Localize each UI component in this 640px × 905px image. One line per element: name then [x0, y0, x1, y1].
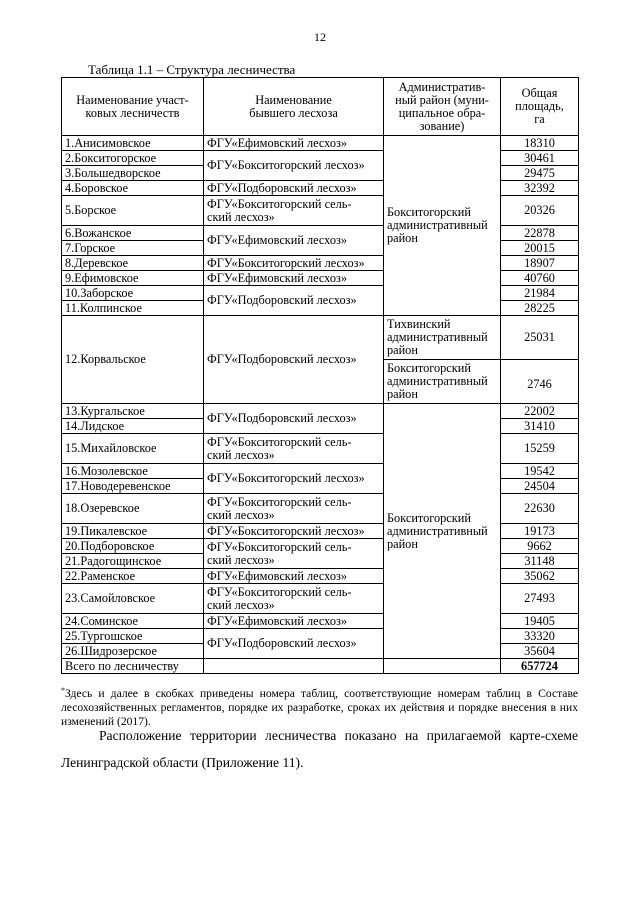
location-paragraph-line-1: Расположение территории лесничества показано на прилагаемой карте-схеме [99, 728, 578, 743]
leskhoz-name: ФГУ«Ефимовский лесхоз» [204, 271, 384, 286]
area-name: 26.Шидрозерское [62, 644, 204, 659]
total-row [62, 659, 579, 674]
area-name: 4.Боровское [62, 181, 204, 196]
area-value: 24504 [501, 479, 579, 494]
footnote-text: Здесь и далее в скобках приведены номера таблиц, соответствующие номерам таблиц в Составе лесохозяйственных регламентов, порядке их разработке, сроках их действия и порядке внесения в них изменений (2017). [61, 687, 578, 728]
area-value: 19405 [501, 614, 579, 629]
header-leskhoz: Наименование бывшего лесхоза [204, 78, 384, 136]
table-row [62, 524, 579, 539]
area-value: 31148 [501, 554, 579, 569]
leskhoz-name: ФГУ«Бокситогорский сель- ский лесхоз» [204, 196, 384, 226]
table-row [62, 151, 579, 166]
total-label: Всего по лесничеству [62, 659, 204, 674]
table-row [62, 196, 579, 226]
table-row [62, 271, 579, 286]
area-name: 15.Михайловское [62, 434, 204, 464]
total-value: 657724 [501, 659, 579, 674]
district-cell: Бокситогорский административный район [384, 360, 501, 404]
area-name: 25.Тургошское [62, 629, 204, 644]
area-value: 21984 [501, 286, 579, 301]
district-cell: Бокситогорский административный район [384, 136, 501, 316]
table-row [62, 404, 579, 419]
area-name: 19.Пикалевское [62, 524, 204, 539]
leskhoz-name: ФГУ«Бокситогорский сель- ский лесхоз» [204, 584, 384, 614]
leskhoz-name: ФГУ«Бокситогорский сель- ский лесхоз» [204, 494, 384, 524]
leskhoz-name: ФГУ«Ефимовский лесхоз» [204, 136, 384, 151]
table-footnote [61, 687, 578, 729]
leskhoz-name: ФГУ«Подборовский лесхоз» [204, 286, 384, 316]
table-row [62, 584, 579, 614]
area-value: 29475 [501, 166, 579, 181]
area-name: 9.Ефимовское [62, 271, 204, 286]
area-value: 31410 [501, 419, 579, 434]
footnote-marker: * [61, 686, 65, 695]
header-total-area: Общая площадь, га [501, 78, 579, 136]
table-caption: Таблица 1.1 – Структура лесничества [88, 62, 296, 77]
area-value: 9662 [501, 539, 579, 554]
area-name: 17.Новодеревенское [62, 479, 204, 494]
table-row [62, 614, 579, 629]
total-empty-cell [384, 659, 501, 674]
area-name: 10.Заборское [62, 286, 204, 301]
area-value: 35062 [501, 569, 579, 584]
area-value: 25031 [501, 316, 579, 360]
area-name: 16.Мозолевское [62, 464, 204, 479]
area-name: 8.Деревское [62, 256, 204, 271]
area-name: 2.Бокситогорское [62, 151, 204, 166]
table-row [62, 256, 579, 271]
leskhoz-name: ФГУ«Бокситогорский сель- ский лесхоз» [204, 434, 384, 464]
table-row [62, 434, 579, 464]
leskhoz-name: ФГУ«Ефимовский лесхоз» [204, 614, 384, 629]
district-cell: Бокситогорский административный район [384, 404, 501, 659]
area-name: 20.Подборовское [62, 539, 204, 554]
total-empty-cell [204, 659, 384, 674]
table-row [62, 464, 579, 479]
area-name: 22.Раменское [62, 569, 204, 584]
area-value: 18907 [501, 256, 579, 271]
area-value: 22878 [501, 226, 579, 241]
forestry-structure-table [61, 77, 579, 674]
area-name: 18.Озеревское [62, 494, 204, 524]
area-name: 11.Колпинское [62, 301, 204, 316]
area-name: 6.Вожанское [62, 226, 204, 241]
area-name: 1.Анисимовское [62, 136, 204, 151]
area-value: 20015 [501, 241, 579, 256]
header-area-name: Наименование участ- ковых лесничеств [62, 78, 204, 136]
table-row [62, 539, 579, 554]
table-row [62, 286, 579, 301]
area-name: 12.Корвальское [62, 316, 204, 404]
leskhoz-name: ФГУ«Подборовский лесхоз» [204, 316, 384, 404]
table-header-row [62, 78, 579, 136]
area-value: 32392 [501, 181, 579, 196]
area-value: 35604 [501, 644, 579, 659]
leskhoz-name: ФГУ«Бокситогорский лесхоз» [204, 524, 384, 539]
area-value: 28225 [501, 301, 579, 316]
area-value: 40760 [501, 271, 579, 286]
leskhoz-name: ФГУ«Ефимовский лесхоз» [204, 569, 384, 584]
area-name: 21.Радогощинское [62, 554, 204, 569]
area-name: 7.Горское [62, 241, 204, 256]
area-value: 19542 [501, 464, 579, 479]
table-row [62, 316, 579, 360]
header-district: Административ- ный район (муни- ципальное обра- зование) [384, 78, 501, 136]
area-value: 22002 [501, 404, 579, 419]
area-name: 24.Соминское [62, 614, 204, 629]
area-name: 5.Борское [62, 196, 204, 226]
table-row [62, 569, 579, 584]
area-value: 15259 [501, 434, 579, 464]
area-value: 2746 [501, 360, 579, 404]
area-value: 27493 [501, 584, 579, 614]
leskhoz-name: ФГУ«Ефимовский лесхоз» [204, 226, 384, 256]
table-row [62, 494, 579, 524]
location-paragraph-line-2: Ленинградской области (Приложение 11). [61, 755, 304, 770]
area-name: 13.Кургальское [62, 404, 204, 419]
leskhoz-name: ФГУ«Подборовский лесхоз» [204, 404, 384, 434]
leskhoz-name: ФГУ«Бокситогорский лесхоз» [204, 256, 384, 271]
area-name: 14.Лидское [62, 419, 204, 434]
area-value: 18310 [501, 136, 579, 151]
area-name: 23.Самойловское [62, 584, 204, 614]
leskhoz-name: ФГУ«Подборовский лесхоз» [204, 629, 384, 659]
page-number: 12 [314, 30, 326, 44]
leskhoz-name: ФГУ«Бокситогорский лесхоз» [204, 151, 384, 181]
leskhoz-name: ФГУ«Подборовский лесхоз» [204, 181, 384, 196]
area-value: 33320 [501, 629, 579, 644]
district-cell: Тихвинский административный район [384, 316, 501, 360]
area-value: 22630 [501, 494, 579, 524]
area-name: 3.Большедворское [62, 166, 204, 181]
table-row [62, 226, 579, 241]
table-row [62, 136, 579, 151]
area-value: 20326 [501, 196, 579, 226]
area-value: 30461 [501, 151, 579, 166]
table-row [62, 181, 579, 196]
leskhoz-name: ФГУ«Бокситогорский лесхоз» [204, 464, 384, 494]
table-row [62, 629, 579, 644]
area-value: 19173 [501, 524, 579, 539]
leskhoz-name: ФГУ«Бокситогорский сель- ский лесхоз» [204, 539, 384, 569]
